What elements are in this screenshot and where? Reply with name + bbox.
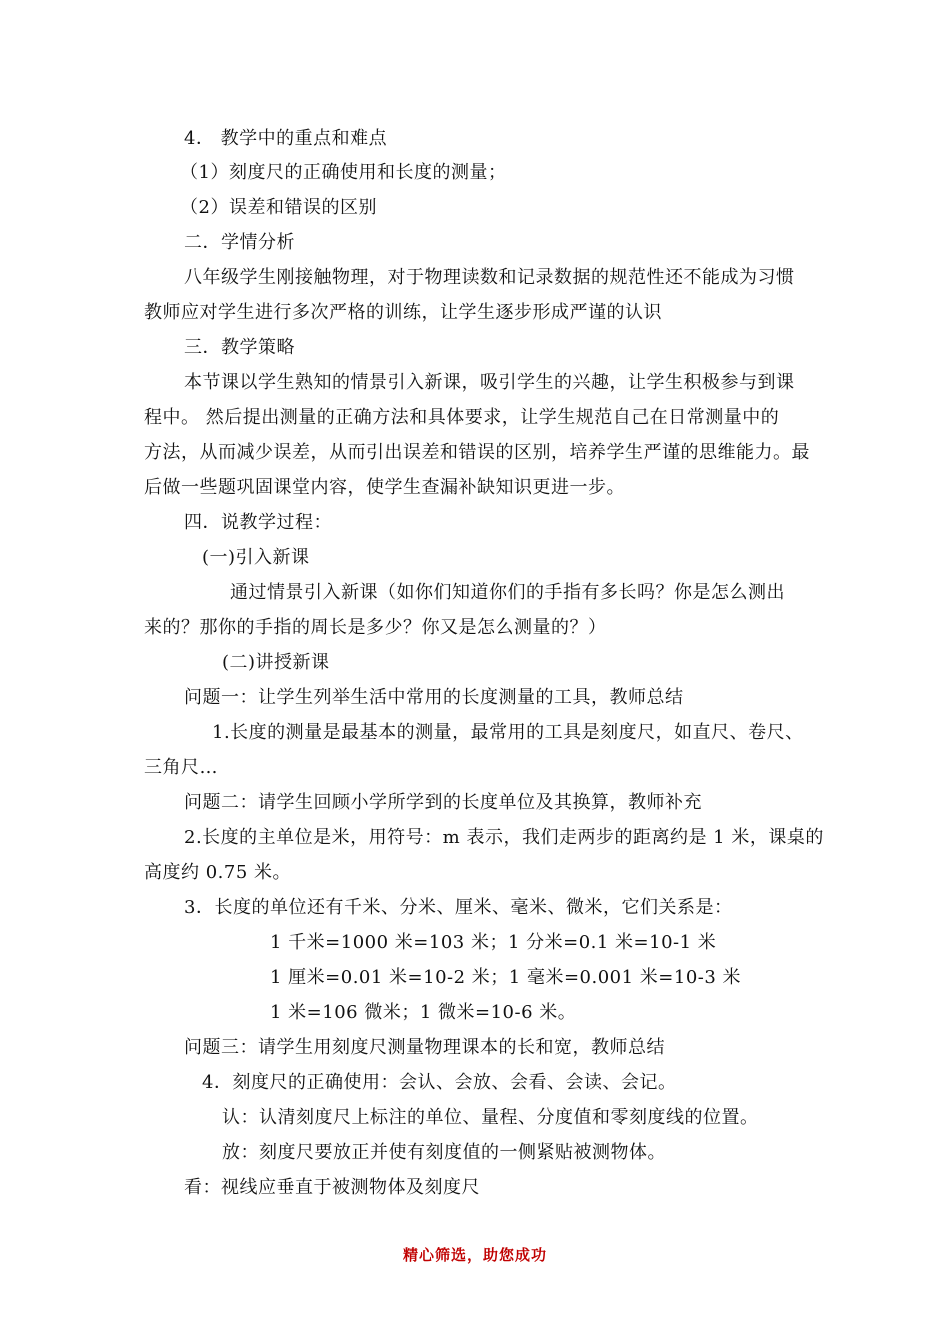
footer-slogan: 精心筛选，助您成功 — [402, 1246, 547, 1264]
text-line: 三角尺… — [144, 757, 218, 778]
text-line: 认：认清刻度尺上标注的单位、量程、分度值和零刻度线的位置。 — [222, 1107, 759, 1128]
text-line: （1）刻度尺的正确使用和长度的测量； — [180, 162, 507, 183]
subheading-intro: (一)引入新课 — [202, 547, 310, 568]
text-line: 看：视线应垂直于被测物体及刻度尺 — [184, 1177, 480, 1198]
text-line: 八年级学生刚接触物理，对于物理读数和记录数据的规范性还不能成为习惯 — [184, 267, 795, 288]
formula-line: 1 米=106 微米；1 微米=10-6 米。 — [270, 1002, 577, 1023]
text-line: 后做一些题巩固课堂内容，使学生查漏补缺知识更进一步。 — [144, 477, 625, 498]
text-line: 教师应对学生进行多次严格的训练，让学生逐步形成严谨的认识 — [144, 302, 662, 323]
text-line: 来的？那你的手指的周长是多少？你又是怎么测量的？） — [144, 617, 607, 638]
text-line: 1.长度的测量是最基本的测量，最常用的工具是刻度尺，如直尺、卷尺、 — [212, 722, 804, 743]
text-line: 本节课以学生熟知的情景引入新课，吸引学生的兴趣，让学生积极参与到课 — [184, 372, 795, 393]
text-line: 高度约 0.75 米。 — [144, 862, 292, 883]
text-line: （2）误差和错误的区别 — [180, 197, 377, 218]
heading-teaching-strategy: 三．教学策略 — [184, 337, 295, 358]
text-line: 方法，从而减少误差，从而引出误差和错误的区别，培养学生严谨的思维能力。最 — [144, 442, 810, 463]
subheading-new-lesson: (二)讲授新课 — [222, 652, 330, 673]
heading-teaching-process: 四．说教学过程： — [184, 512, 332, 533]
text-line: 3．长度的单位还有千米、分米、厘米、毫米、微米，它们关系是： — [184, 897, 733, 918]
heading-student-analysis: 二．学情分析 — [184, 232, 295, 253]
text-line: 放：刻度尺要放正并使有刻度值的一侧紧贴被测物体。 — [222, 1142, 666, 1163]
text-line: 问题三：请学生用刻度尺测量物理课本的长和宽，教师总结 — [184, 1037, 665, 1058]
text-line: 4．刻度尺的正确使用：会认、会放、会看、会读、会记。 — [202, 1072, 677, 1093]
text-line: 2.长度的主单位是米，用符号：m 表示，我们走两步的距离约是 1 米，课桌的 — [184, 827, 824, 848]
text-line: 问题一：让学生列举生活中常用的长度测量的工具，教师总结 — [184, 687, 684, 708]
formula-line: 1 千米=1000 米=103 米；1 分米=0.1 米=10-1 米 — [270, 932, 717, 953]
formula-line: 1 厘米=0.01 米=10-2 米；1 毫米=0.001 米=10-3 米 — [270, 967, 742, 988]
text-line: 问题二：请学生回顾小学所学到的长度单位及其换算，教师补充 — [184, 792, 702, 813]
text-line: 通过情景引入新课（如你们知道你们的手指有多长吗？你是怎么测出 — [230, 582, 785, 603]
text-line: 程中。 然后提出测量的正确方法和具体要求，让学生规范自己在日常测量中的 — [144, 407, 780, 428]
heading-key-points: 4． 教学中的重点和难点 — [184, 128, 388, 149]
